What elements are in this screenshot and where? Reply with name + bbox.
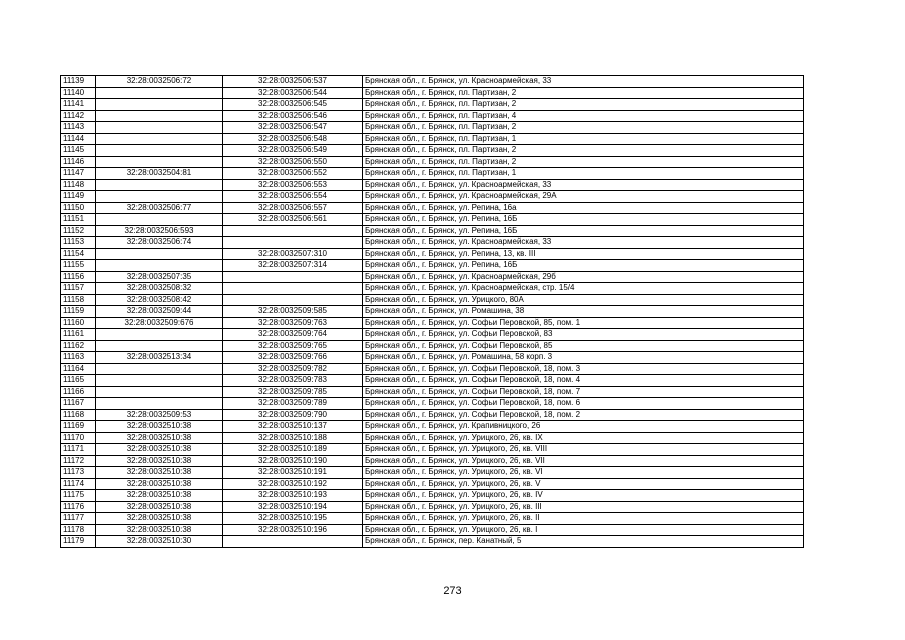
address-cell: Брянская обл., г. Брянск, ул. Урицкого, 80А [363, 294, 804, 306]
building-cadastral-number-cell: 32:28:0032506:548 [223, 133, 363, 145]
land-cadastral-number-cell: 32:28:0032506:77 [96, 202, 223, 214]
land-cadastral-number-cell: 32:28:0032509:676 [96, 317, 223, 329]
land-cadastral-number-cell: 32:28:0032510:38 [96, 444, 223, 456]
address-cell: Брянская обл., г. Брянск, ул. Репина, 13, кв. III [363, 248, 804, 260]
table-row [61, 179, 804, 191]
table-row [61, 329, 804, 341]
building-cadastral-number-cell: 32:28:0032510:193 [223, 490, 363, 502]
building-cadastral-number-cell: 32:28:0032507:314 [223, 260, 363, 272]
row-number-cell: 11160 [61, 317, 96, 329]
table-row [61, 76, 804, 88]
building-cadastral-number-cell [223, 283, 363, 295]
row-number-cell: 11150 [61, 202, 96, 214]
building-cadastral-number-cell [223, 536, 363, 548]
row-number-cell: 11154 [61, 248, 96, 260]
building-cadastral-number-cell: 32:28:0032510:196 [223, 524, 363, 536]
row-number-cell: 11142 [61, 110, 96, 122]
row-number-cell: 11170 [61, 432, 96, 444]
land-cadastral-number-cell [96, 398, 223, 410]
building-cadastral-number-cell: 32:28:0032509:789 [223, 398, 363, 410]
address-cell: Брянская обл., г. Брянск, ул. Урицкого, 26, кв. VI [363, 467, 804, 479]
land-cadastral-number-cell: 32:28:0032510:38 [96, 455, 223, 467]
table-row [61, 156, 804, 168]
land-cadastral-number-cell: 32:28:0032510:38 [96, 524, 223, 536]
land-cadastral-number-cell: 32:28:0032510:38 [96, 501, 223, 513]
address-cell: Брянская обл., г. Брянск, ул. Ромашина, 58 корп. 3 [363, 352, 804, 364]
table-row [61, 306, 804, 318]
row-number-cell: 11162 [61, 340, 96, 352]
row-number-cell: 11159 [61, 306, 96, 318]
row-number-cell: 11166 [61, 386, 96, 398]
table-row [61, 432, 804, 444]
row-number-cell: 11168 [61, 409, 96, 421]
table-row [61, 513, 804, 525]
building-cadastral-number-cell: 32:28:0032506:547 [223, 122, 363, 134]
row-number-cell: 11156 [61, 271, 96, 283]
building-cadastral-number-cell: 32:28:0032510:194 [223, 501, 363, 513]
land-cadastral-number-cell [96, 156, 223, 168]
land-cadastral-number-cell: 32:28:0032510:38 [96, 467, 223, 479]
address-cell: Брянская обл., г. Брянск, ул. Софьи Перовской, 83 [363, 329, 804, 341]
land-cadastral-number-cell: 32:28:0032510:38 [96, 421, 223, 433]
building-cadastral-number-cell: 32:28:0032509:765 [223, 340, 363, 352]
land-cadastral-number-cell [96, 179, 223, 191]
row-number-cell: 11148 [61, 179, 96, 191]
building-cadastral-number-cell: 32:28:0032510:192 [223, 478, 363, 490]
table-row [61, 317, 804, 329]
address-cell: Брянская обл., г. Брянск, пл. Партизан, 2 [363, 156, 804, 168]
address-cell: Брянская обл., г. Брянск, пл. Партизан, 1 [363, 133, 804, 145]
address-cell: Брянская обл., г. Брянск, ул. Репина, 16Б [363, 214, 804, 226]
table-row [61, 214, 804, 226]
address-cell: Брянская обл., г. Брянск, пл. Партизан, 1 [363, 168, 804, 180]
land-cadastral-number-cell: 32:28:0032506:72 [96, 76, 223, 88]
address-cell: Брянская обл., г. Брянск, ул. Урицкого, 26, кв. V [363, 478, 804, 490]
table-row [61, 248, 804, 260]
land-cadastral-number-cell [96, 122, 223, 134]
table-row [61, 340, 804, 352]
land-cadastral-number-cell [96, 191, 223, 203]
table-row [61, 524, 804, 536]
table-row [61, 363, 804, 375]
building-cadastral-number-cell: 32:28:0032509:782 [223, 363, 363, 375]
row-number-cell: 11155 [61, 260, 96, 272]
address-cell: Брянская обл., г. Брянск, ул. Урицкого, 26, кв. III [363, 501, 804, 513]
address-cell: Брянская обл., г. Брянск, ул. Репина, 16а [363, 202, 804, 214]
building-cadastral-number-cell: 32:28:0032509:790 [223, 409, 363, 421]
address-cell: Брянская обл., г. Брянск, ул. Урицкого, 26, кв. VIII [363, 444, 804, 456]
address-cell: Брянская обл., г. Брянск, ул. Урицкого, 26, кв. IX [363, 432, 804, 444]
table-row [61, 455, 804, 467]
building-cadastral-number-cell: 32:28:0032509:785 [223, 386, 363, 398]
building-cadastral-number-cell: 32:28:0032506:553 [223, 179, 363, 191]
row-number-cell: 11153 [61, 237, 96, 249]
row-number-cell: 11172 [61, 455, 96, 467]
address-cell: Брянская обл., г. Брянск, ул. Красноармейская, стр. 15/4 [363, 283, 804, 295]
table-row [61, 237, 804, 249]
building-cadastral-number-cell: 32:28:0032509:764 [223, 329, 363, 341]
building-cadastral-number-cell: 32:28:0032507:310 [223, 248, 363, 260]
page-number: 273 [443, 585, 462, 597]
row-number-cell: 11149 [61, 191, 96, 203]
land-cadastral-number-cell [96, 145, 223, 157]
row-number-cell: 11157 [61, 283, 96, 295]
land-cadastral-number-cell: 32:28:0032504:81 [96, 168, 223, 180]
address-cell: Брянская обл., г. Брянск, ул. Софьи Перовской, 18, пом. 2 [363, 409, 804, 421]
row-number-cell: 11171 [61, 444, 96, 456]
row-number-cell: 11152 [61, 225, 96, 237]
address-cell: Брянская обл., г. Брянск, ул. Ромашина, 38 [363, 306, 804, 318]
address-cell: Брянская обл., г. Брянск, ул. Красноармейская, 33 [363, 179, 804, 191]
land-cadastral-number-cell [96, 99, 223, 111]
building-cadastral-number-cell: 32:28:0032506:552 [223, 168, 363, 180]
table-body [61, 76, 804, 548]
land-cadastral-number-cell [96, 363, 223, 375]
building-cadastral-number-cell: 32:28:0032506:537 [223, 76, 363, 88]
row-number-cell: 11175 [61, 490, 96, 502]
land-cadastral-number-cell [96, 248, 223, 260]
row-number-cell: 11147 [61, 168, 96, 180]
table-row [61, 490, 804, 502]
land-cadastral-number-cell [96, 340, 223, 352]
building-cadastral-number-cell: 32:28:0032510:195 [223, 513, 363, 525]
land-cadastral-number-cell: 32:28:0032510:38 [96, 490, 223, 502]
table-row [61, 122, 804, 134]
building-cadastral-number-cell: 32:28:0032506:550 [223, 156, 363, 168]
land-cadastral-number-cell [96, 375, 223, 387]
table-row [61, 386, 804, 398]
address-cell: Брянская обл., г. Брянск, ул. Софьи Перовской, 85, пом. 1 [363, 317, 804, 329]
row-number-cell: 11140 [61, 87, 96, 99]
table-row [61, 536, 804, 548]
row-number-cell: 11141 [61, 99, 96, 111]
land-cadastral-number-cell [96, 260, 223, 272]
land-cadastral-number-cell: 32:28:0032508:32 [96, 283, 223, 295]
address-cell: Брянская обл., г. Брянск, ул. Софьи Перовской, 18, пом. 6 [363, 398, 804, 410]
address-cell: Брянская обл., г. Брянск, пл. Партизан, 2 [363, 122, 804, 134]
table-row [61, 133, 804, 145]
table-row [61, 352, 804, 364]
land-cadastral-number-cell: 32:28:0032513:34 [96, 352, 223, 364]
address-cell: Брянская обл., г. Брянск, пер. Канатный, 5 [363, 536, 804, 548]
land-cadastral-number-cell [96, 214, 223, 226]
address-cell: Брянская обл., г. Брянск, ул. Софьи Перовской, 85 [363, 340, 804, 352]
land-cadastral-number-cell: 32:28:0032510:38 [96, 432, 223, 444]
building-cadastral-number-cell: 32:28:0032506:545 [223, 99, 363, 111]
table-row [61, 409, 804, 421]
address-cell: Брянская обл., г. Брянск, ул. Красноармейская, 29б [363, 271, 804, 283]
address-cell: Брянская обл., г. Брянск, ул. Урицкого, 26, кв. VII [363, 455, 804, 467]
building-cadastral-number-cell: 32:28:0032510:189 [223, 444, 363, 456]
row-number-cell: 11174 [61, 478, 96, 490]
land-cadastral-number-cell: 32:28:0032508:42 [96, 294, 223, 306]
table-row [61, 110, 804, 122]
row-number-cell: 11145 [61, 145, 96, 157]
address-cell: Брянская обл., г. Брянск, ул. Крапивницкого, 26 [363, 421, 804, 433]
building-cadastral-number-cell: 32:28:0032509:783 [223, 375, 363, 387]
row-number-cell: 11146 [61, 156, 96, 168]
land-cadastral-number-cell: 32:28:0032509:44 [96, 306, 223, 318]
row-number-cell: 11176 [61, 501, 96, 513]
address-cell: Брянская обл., г. Брянск, ул. Урицкого, 26, кв. I [363, 524, 804, 536]
building-cadastral-number-cell [223, 237, 363, 249]
table-row [61, 398, 804, 410]
address-cell: Брянская обл., г. Брянск, ул. Софьи Перовской, 18, пом. 3 [363, 363, 804, 375]
land-cadastral-number-cell: 32:28:0032506:74 [96, 237, 223, 249]
table-row [61, 260, 804, 272]
table-row [61, 168, 804, 180]
building-cadastral-number-cell [223, 271, 363, 283]
row-number-cell: 11164 [61, 363, 96, 375]
row-number-cell: 11139 [61, 76, 96, 88]
address-cell: Брянская обл., г. Брянск, ул. Репина, 16Б [363, 260, 804, 272]
table-row [61, 467, 804, 479]
land-cadastral-number-cell: 32:28:0032510:38 [96, 513, 223, 525]
row-number-cell: 11143 [61, 122, 96, 134]
row-number-cell: 11169 [61, 421, 96, 433]
address-cell: Брянская обл., г. Брянск, пл. Партизан, 4 [363, 110, 804, 122]
building-cadastral-number-cell: 32:28:0032506:549 [223, 145, 363, 157]
building-cadastral-number-cell [223, 225, 363, 237]
table-row [61, 99, 804, 111]
land-cadastral-number-cell [96, 110, 223, 122]
address-cell: Брянская обл., г. Брянск, пл. Партизан, 2 [363, 145, 804, 157]
table-row [61, 87, 804, 99]
building-cadastral-number-cell: 32:28:0032506:554 [223, 191, 363, 203]
land-cadastral-number-cell: 32:28:0032510:30 [96, 536, 223, 548]
building-cadastral-number-cell: 32:28:0032506:557 [223, 202, 363, 214]
row-number-cell: 11178 [61, 524, 96, 536]
table-row [61, 444, 804, 456]
address-cell: Брянская обл., г. Брянск, ул. Урицкого, 26, кв. II [363, 513, 804, 525]
address-cell: Брянская обл., г. Брянск, ул. Софьи Перовской, 18, пом. 4 [363, 375, 804, 387]
table-row [61, 421, 804, 433]
land-cadastral-number-cell: 32:28:0032509:53 [96, 409, 223, 421]
building-cadastral-number-cell: 32:28:0032509:763 [223, 317, 363, 329]
address-cell: Брянская обл., г. Брянск, пл. Партизан, 2 [363, 87, 804, 99]
land-cadastral-number-cell: 32:28:0032510:38 [96, 478, 223, 490]
address-cell: Брянская обл., г. Брянск, ул. Красноармейская, 33 [363, 76, 804, 88]
building-cadastral-number-cell [223, 294, 363, 306]
row-number-cell: 11165 [61, 375, 96, 387]
row-number-cell: 11151 [61, 214, 96, 226]
cadastral-table [60, 75, 804, 548]
building-cadastral-number-cell: 32:28:0032510:137 [223, 421, 363, 433]
table-row [61, 501, 804, 513]
row-number-cell: 11177 [61, 513, 96, 525]
address-cell: Брянская обл., г. Брянск, пл. Партизан, 2 [363, 99, 804, 111]
row-number-cell: 11173 [61, 467, 96, 479]
table-row [61, 191, 804, 203]
land-cadastral-number-cell [96, 133, 223, 145]
land-cadastral-number-cell [96, 329, 223, 341]
address-cell: Брянская обл., г. Брянск, ул. Репина, 16Б [363, 225, 804, 237]
row-number-cell: 11158 [61, 294, 96, 306]
building-cadastral-number-cell: 32:28:0032510:191 [223, 467, 363, 479]
row-number-cell: 11163 [61, 352, 96, 364]
building-cadastral-number-cell: 32:28:0032506:561 [223, 214, 363, 226]
land-cadastral-number-cell [96, 386, 223, 398]
table-row [61, 294, 804, 306]
building-cadastral-number-cell: 32:28:0032510:190 [223, 455, 363, 467]
address-cell: Брянская обл., г. Брянск, ул. Красноармейская, 33 [363, 237, 804, 249]
table-row [61, 375, 804, 387]
table-row [61, 202, 804, 214]
address-cell: Брянская обл., г. Брянск, ул. Урицкого, 26, кв. IV [363, 490, 804, 502]
building-cadastral-number-cell: 32:28:0032510:188 [223, 432, 363, 444]
building-cadastral-number-cell: 32:28:0032509:766 [223, 352, 363, 364]
land-cadastral-number-cell [96, 87, 223, 99]
row-number-cell: 11179 [61, 536, 96, 548]
table-row [61, 271, 804, 283]
row-number-cell: 11161 [61, 329, 96, 341]
building-cadastral-number-cell: 32:28:0032506:546 [223, 110, 363, 122]
land-cadastral-number-cell: 32:28:0032506:593 [96, 225, 223, 237]
building-cadastral-number-cell: 32:28:0032506:544 [223, 87, 363, 99]
table-row [61, 145, 804, 157]
land-cadastral-number-cell: 32:28:0032507:35 [96, 271, 223, 283]
table-row [61, 225, 804, 237]
building-cadastral-number-cell: 32:28:0032509:585 [223, 306, 363, 318]
address-cell: Брянская обл., г. Брянск, ул. Софьи Перовской, 18, пом. 7 [363, 386, 804, 398]
address-cell: Брянская обл., г. Брянск, ул. Красноармейская, 29А [363, 191, 804, 203]
table-row [61, 283, 804, 295]
row-number-cell: 11144 [61, 133, 96, 145]
table-row [61, 478, 804, 490]
row-number-cell: 11167 [61, 398, 96, 410]
